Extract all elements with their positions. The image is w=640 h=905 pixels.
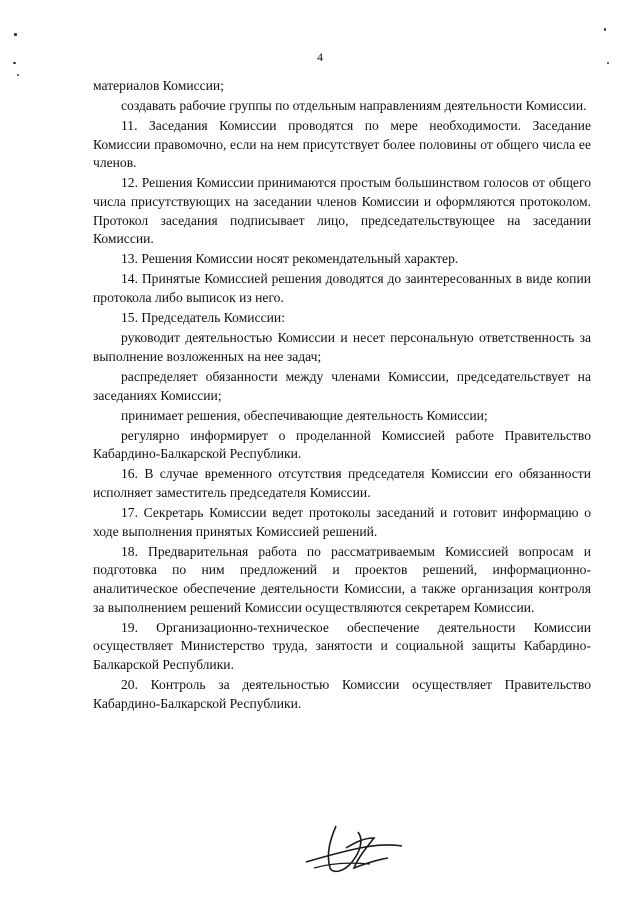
paragraph: 12. Решения Комиссии принимаются простым большинством голосов от общего числа присутствующих на заседании членов Комиссии и оформляются протоколом. Протокол заседания подписывает лицо, председательствующее на заседании Комиссии. bbox=[93, 175, 591, 247]
paragraph: принимает решения, обеспечивающие деятельность Комиссии; bbox=[121, 407, 488, 423]
paragraph: 19. Организационно-техническое обеспечение деятельности Комиссии осуществляет Министерство труда, занятости и социальной защиты Кабардино-Балкарской Республики. bbox=[93, 619, 591, 672]
paragraph: 17. Секретарь Комиссии ведет протоколы заседаний и готовит информацию о ходе выполнения принятых Комиссией решений. bbox=[93, 505, 591, 539]
paragraph: 20. Контроль за деятельностью Комиссии осуществляет Правительство Кабардино-Балкарской Республики. bbox=[93, 676, 591, 711]
paragraph: 11. Заседания Комиссии проводятся по мере необходимости. Заседание Комиссии правомочно, если на нем присутствует более половины от общего числа ее членов. bbox=[93, 118, 591, 171]
paragraph: 15. Председатель Комиссии: bbox=[121, 310, 285, 326]
paragraph: материалов Комиссии; bbox=[93, 78, 224, 93]
paragraph: 14. Принятые Комиссией решения доводятся до заинтересованных в виде копии протокола либо выписок из него. bbox=[93, 271, 591, 306]
page-number: 4 bbox=[317, 50, 323, 64]
handwritten-signature bbox=[300, 818, 410, 878]
document-body bbox=[93, 77, 591, 715]
paragraph: 18. Предварительная работа по рассматриваемым Комиссией вопросам и подготовка по ним предложений и проектов решений, информационно-аналитическое обеспечение деятельности Комиссии, а также организация контроля за выполнением решений Комиссии осуществляются секретарем Комиссии. bbox=[93, 543, 591, 615]
scan-speck bbox=[17, 74, 19, 76]
scan-speck bbox=[604, 28, 606, 31]
paragraph: создавать рабочие группы по отдельным направлениям деятельности Комиссии. bbox=[121, 98, 587, 114]
paragraph: 16. В случае временного отсутствия председателя Комиссии его обязанности исполняет заместитель председателя Комиссии. bbox=[93, 466, 591, 500]
paragraph: 13. Решения Комиссии носят рекомендательный характер. bbox=[121, 251, 459, 267]
paragraph: регулярно информирует о проделанной Комиссией работе Правительство Кабардино-Балкарской Республики. bbox=[93, 427, 591, 462]
paragraph: руководит деятельностью Комиссии и несет персональную ответственность за выполнение возложенных на нее задач; bbox=[93, 330, 591, 364]
scan-speck bbox=[14, 33, 17, 36]
paragraph: распределяет обязанности между членами Комиссии, председательствует на заседаниях Комиссии; bbox=[93, 368, 591, 403]
